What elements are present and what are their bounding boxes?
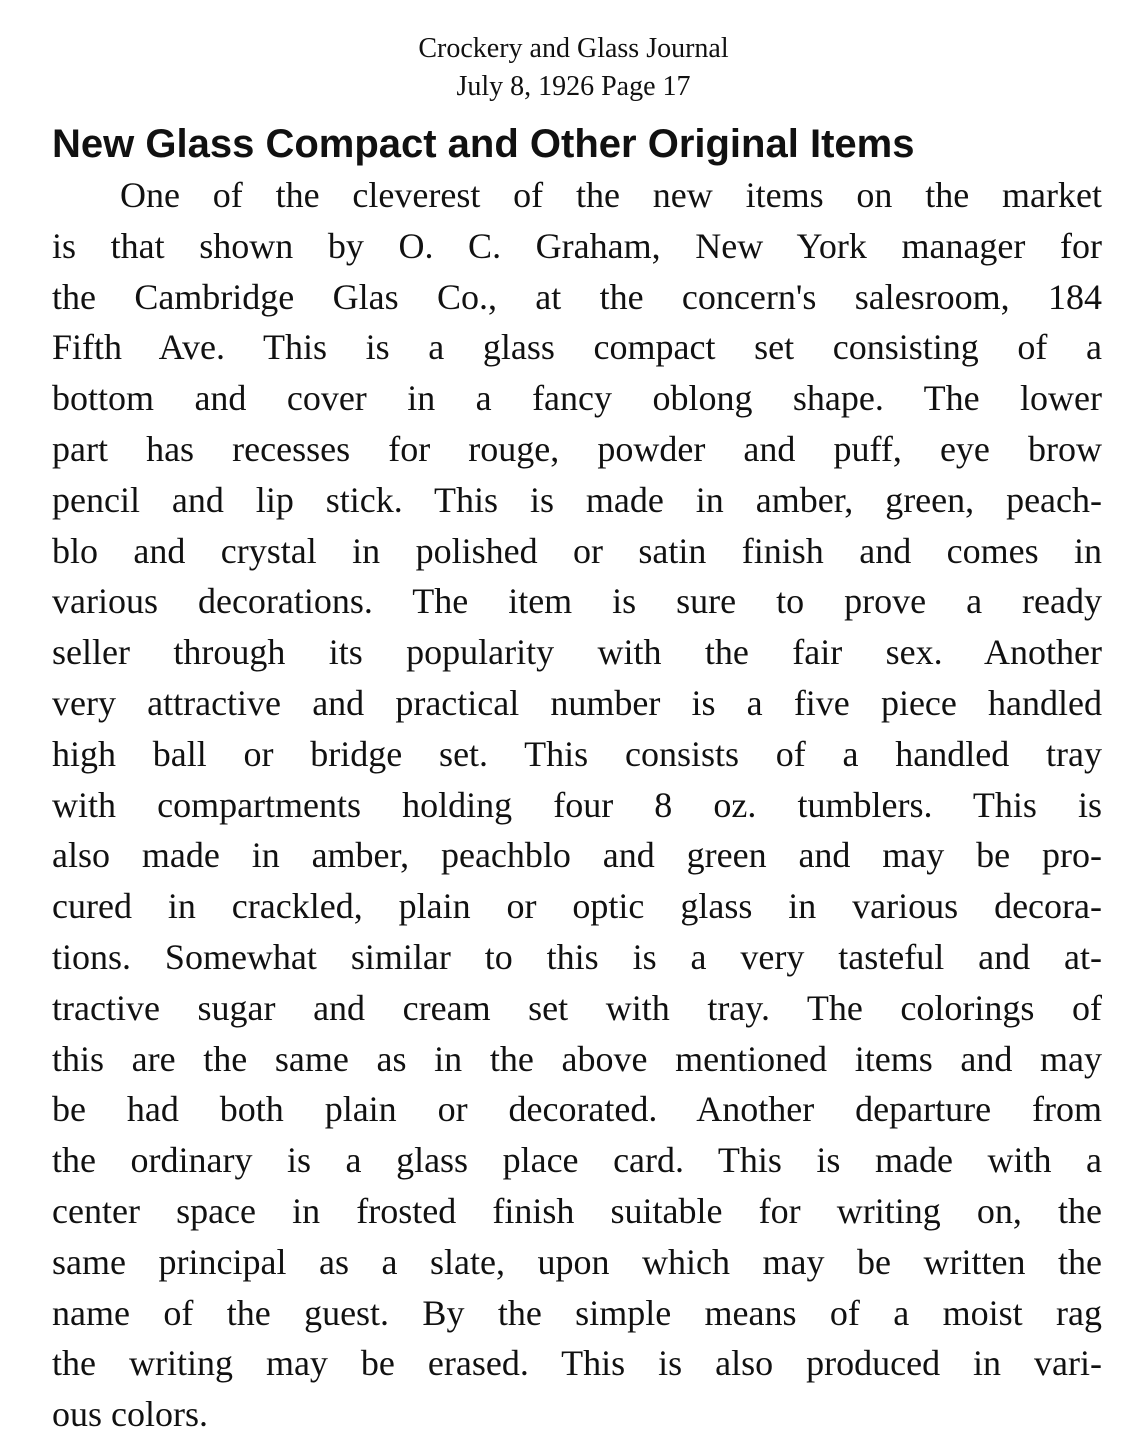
article-line: bottom and cover in a fancy oblong shape. The lower [52, 378, 1102, 419]
article-line: part has recesses for rouge, powder and puff, eye brow [52, 428, 1102, 469]
article-line: ous colors. [52, 1394, 208, 1435]
article-line: center space in frosted finish suitable for writing on, the [52, 1190, 1102, 1231]
article-line: pencil and lip stick. This is made in amber, green, peach- [52, 479, 1102, 520]
article-body [52, 170, 1102, 1440]
publication-name: Crockery and Glass Journal [418, 33, 729, 64]
article-line: name of the guest. By the simple means of a moist rag [52, 1292, 1102, 1333]
article-line: high ball or bridge set. This consists of a handled tray [52, 733, 1102, 774]
masthead [0, 30, 1147, 106]
article-title: New Glass Compact and Other Original Items [52, 122, 915, 166]
article-line: various decorations. The item is sure to prove a ready [52, 581, 1102, 622]
article-line: the writing may be erased. This is also produced in vari- [52, 1343, 1102, 1384]
article-line: is that shown by O. C. Graham, New York manager for [52, 225, 1102, 266]
article-line: also made in amber, peachblo and green and may be pro- [52, 835, 1102, 876]
article-line: blo and crystal in polished or satin finish and comes in [52, 530, 1102, 571]
article-line: very attractive and practical number is a five piece handled [52, 682, 1102, 723]
article-line: the ordinary is a glass place card. This is made with a [52, 1140, 1102, 1181]
article-line: tractive sugar and cream set with tray. The colorings of [52, 987, 1102, 1028]
article-line: seller through its popularity with the fair sex. Another [52, 632, 1102, 673]
article-line: this are the same as in the above mentioned items and may [52, 1038, 1102, 1079]
article-line: cured in crackled, plain or optic glass in various decora- [52, 886, 1102, 927]
article-line: be had both plain or decorated. Another departure from [52, 1089, 1102, 1130]
article-line: with compartments holding four 8 oz. tumblers. This is [52, 784, 1102, 825]
article-line: same principal as a slate, upon which may be written the [52, 1241, 1102, 1282]
article-line: One of the cleverest of the new items on the market [120, 175, 1102, 215]
article-line: tions. Somewhat similar to this is a very tasteful and at- [52, 936, 1102, 977]
issue-date-page: July 8, 1926 Page 17 [456, 71, 691, 102]
article-line: Fifth Ave. This is a glass compact set consisting of a [52, 327, 1102, 368]
article-line: the Cambridge Glas Co., at the concern's salesroom, 184 [52, 276, 1102, 317]
